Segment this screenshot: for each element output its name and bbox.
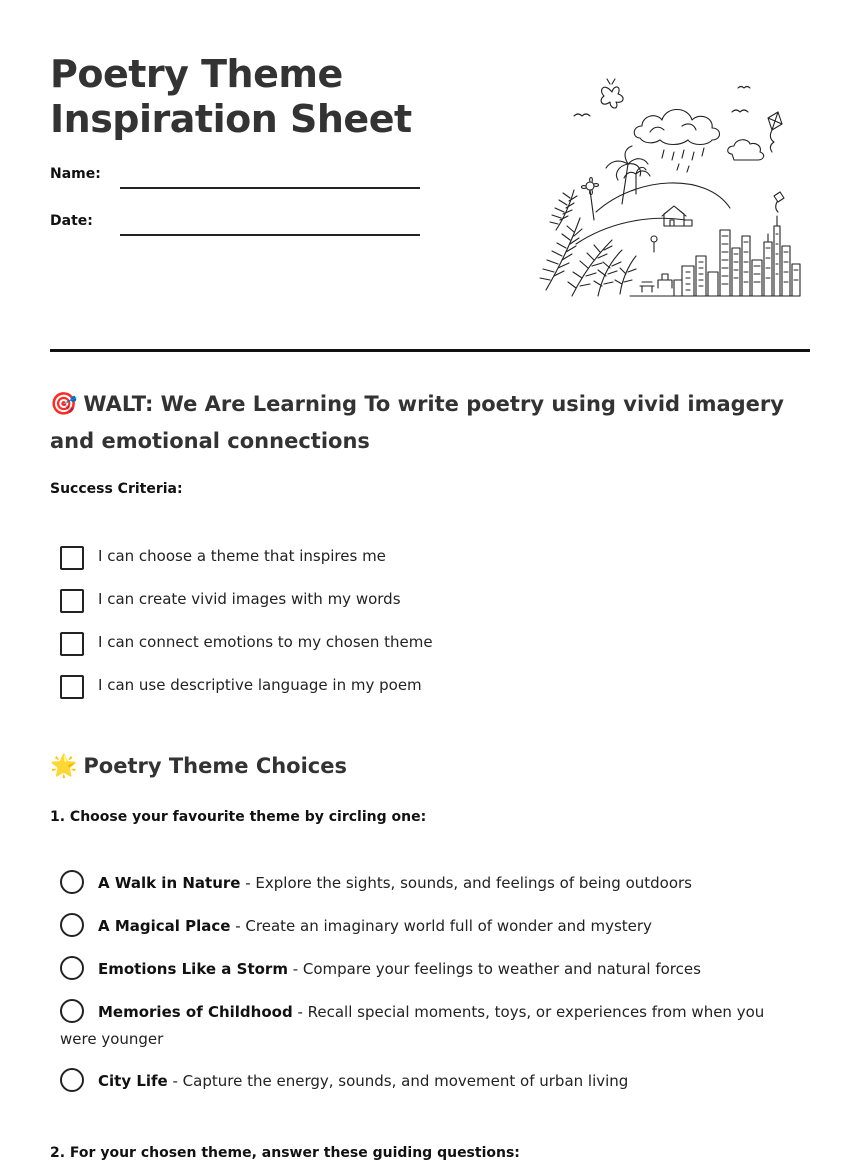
cloud-icon <box>634 110 719 145</box>
theme-desc: - Compare your feelings to weather and natural forces <box>287 960 701 978</box>
date-label: Date: <box>50 213 93 229</box>
criteria-text: I can connect emotions to my chosen theme <box>98 633 433 651</box>
theme-desc: - Create an imaginary world full of wonder and mystery <box>230 917 652 935</box>
theme-option[interactable] <box>60 870 780 897</box>
success-criteria-label: Success Criteria: <box>50 481 183 497</box>
theme-option[interactable] <box>60 913 780 940</box>
theme-radio[interactable] <box>60 1068 84 1092</box>
theme-name: Memories of Childhood <box>98 1003 293 1021</box>
theme-name: City Life <box>98 1072 168 1090</box>
kite-icon <box>768 112 782 152</box>
criteria-checkbox[interactable] <box>60 675 84 699</box>
theme-name: Emotions Like a Storm <box>98 960 288 978</box>
nature-city-landscape-illustration <box>536 74 806 304</box>
criteria-checkbox[interactable] <box>60 589 84 613</box>
themes-heading <box>50 748 820 785</box>
theme-option[interactable] <box>60 1068 780 1095</box>
house-icon <box>662 206 692 226</box>
star-emoji-icon: 🌟 <box>50 754 78 779</box>
theme-radio[interactable] <box>60 913 84 937</box>
title-line-1: Poetry Theme <box>50 52 343 96</box>
walt-heading <box>50 386 820 460</box>
theme-radio[interactable] <box>60 999 84 1023</box>
theme-radio[interactable] <box>60 956 84 980</box>
city-skyline-icon <box>674 216 800 296</box>
criteria-checkbox[interactable] <box>60 546 84 570</box>
title-line-2: Inspiration Sheet <box>50 97 412 141</box>
butterfly-icon <box>601 79 623 108</box>
page-title <box>50 52 412 142</box>
criteria-text: I can create vivid images with my words <box>98 590 401 608</box>
theme-radio[interactable] <box>60 870 84 894</box>
theme-desc: - Capture the energy, sounds, and movement of urban living <box>167 1072 629 1090</box>
theme-option[interactable] <box>60 999 780 1053</box>
theme-desc: - Explore the sights, sounds, and feelings of being outdoors <box>240 874 692 892</box>
date-field[interactable] <box>120 234 420 236</box>
theme-option[interactable] <box>60 956 780 983</box>
section-divider <box>50 349 810 352</box>
theme-desc: - Recall special moments, toys, or experiences from when you were younger <box>60 1003 765 1048</box>
name-label: Name: <box>50 166 101 182</box>
question-1-label: 1. Choose your favourite theme by circling one: <box>50 809 427 825</box>
theme-name: A Walk in Nature <box>98 874 241 892</box>
themes-heading-text: Poetry Theme Choices <box>83 754 347 778</box>
fern-leaves-icon <box>540 190 636 296</box>
palm-tree-icon <box>606 146 650 204</box>
question-2-label: 2. For your chosen theme, answer these guiding questions: <box>50 1145 520 1161</box>
criteria-text: I can choose a theme that inspires me <box>98 547 386 565</box>
criteria-checkbox[interactable] <box>60 632 84 656</box>
walt-heading-text: WALT: We Are Learning To write poetry using vivid imagery and emotional connections <box>50 392 784 453</box>
criteria-text: I can use descriptive language in my poem <box>98 676 422 694</box>
theme-name: A Magical Place <box>98 917 231 935</box>
name-field[interactable] <box>120 187 420 189</box>
flower-icon <box>582 178 599 221</box>
target-emoji-icon: 🎯 <box>50 392 78 417</box>
